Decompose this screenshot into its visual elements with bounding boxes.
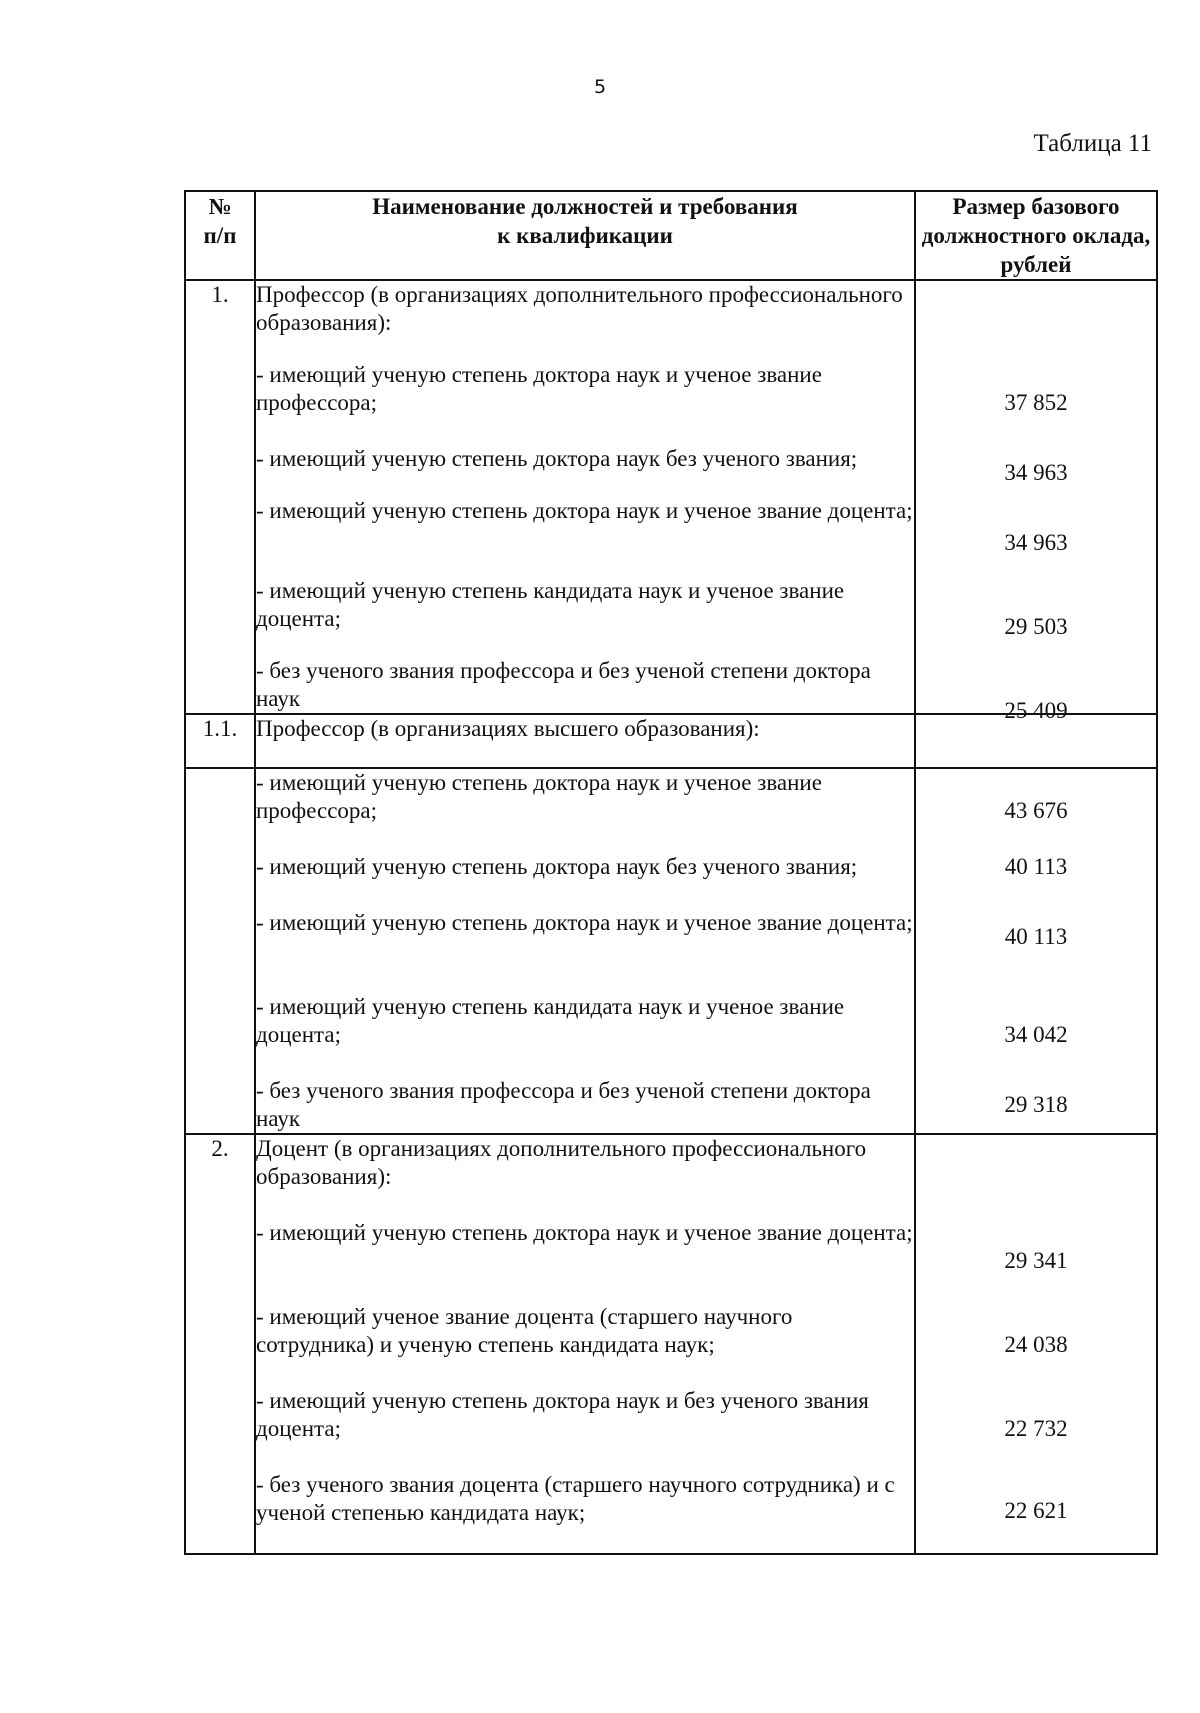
salary-cell bbox=[915, 768, 1157, 1134]
salary-value: 22 621 bbox=[1004, 1498, 1068, 1523]
salary-value: 22 732 bbox=[1004, 1416, 1068, 1441]
requirement-item: - имеющий ученую степень доктора наук и ученое звание доцента; bbox=[256, 910, 913, 935]
requirement-item: - имеющий ученую степень доктора наук и ученое звание доцента; bbox=[256, 1220, 913, 1245]
salary-value: 34 963 bbox=[1004, 530, 1068, 555]
table-row bbox=[185, 1134, 1157, 1554]
requirement-item: - имеющий ученую степень кандидата наук и ученое звание доцента; bbox=[256, 578, 845, 631]
salary-value: 25 409 bbox=[1004, 698, 1068, 723]
position-cell bbox=[255, 1134, 915, 1554]
salary-cell bbox=[915, 280, 1157, 723]
position-title: Доцент (в организациях дополнительного профессионального образования): bbox=[256, 1136, 867, 1189]
row-number: 1.1. bbox=[185, 714, 255, 768]
salary-value: 40 113 bbox=[1004, 924, 1068, 949]
table-row bbox=[185, 280, 1157, 714]
requirement-item: - имеющий ученую степень доктора наук и ученое звание доцента; bbox=[256, 498, 913, 523]
header-num: № п/п bbox=[185, 191, 255, 280]
salary-cell bbox=[915, 1134, 1157, 1554]
salary-value: 29 341 bbox=[1004, 1248, 1068, 1273]
salary-value: 43 676 bbox=[1004, 798, 1068, 823]
row-number: 2. bbox=[185, 1134, 255, 1554]
salary-value: 34 963 bbox=[1004, 460, 1068, 485]
requirement-item: - без ученого звания доцента (старшего научного сотрудника) и с ученой степенью кандидата наук; bbox=[256, 1472, 895, 1525]
position-cell bbox=[255, 280, 915, 714]
table-caption: Таблица 11 bbox=[1033, 130, 1152, 157]
requirement-item: - имеющий ученую степень доктора наук без ученого звания; bbox=[256, 446, 858, 471]
salary-value: 29 318 bbox=[1004, 1092, 1068, 1117]
row-number-empty bbox=[185, 768, 255, 1134]
header-salary: Размер базового должностного оклада, рублей bbox=[915, 191, 1157, 280]
salary-value: 34 042 bbox=[1004, 1022, 1068, 1047]
position-cell bbox=[255, 768, 915, 1134]
salary-value: 40 113 bbox=[1004, 854, 1068, 879]
requirement-item: - имеющий ученую степень доктора наук и ученое звание профессора; bbox=[256, 362, 822, 415]
salary-value: 37 852 bbox=[1004, 390, 1068, 415]
header-name: Наименование должностей и требования к квалификации bbox=[255, 191, 915, 280]
salary-table bbox=[184, 190, 1158, 1555]
requirement-item: - имеющий ученую степень доктора наук и без ученого звания доцента; bbox=[256, 1388, 869, 1441]
salary-value: 29 503 bbox=[1004, 614, 1068, 639]
salary-value: 24 038 bbox=[1004, 1332, 1068, 1357]
position-title: Профессор (в организациях дополнительного профессионального образования): bbox=[256, 282, 903, 335]
position-title: Профессор (в организациях высшего образования): bbox=[255, 714, 915, 768]
page-number: 5 bbox=[593, 76, 607, 98]
row-number: 1. bbox=[185, 280, 255, 714]
requirement-item: - имеющий ученую степень доктора наук без ученого звания; bbox=[256, 854, 858, 879]
requirement-item: - имеющий ученую степень кандидата наук и ученое звание доцента; bbox=[256, 994, 845, 1047]
requirement-item: - без ученого звания профессора и без ученой степени доктора наук bbox=[256, 1078, 871, 1131]
requirement-item: - имеющий ученую степень доктора наук и ученое звание профессора; bbox=[256, 770, 822, 823]
table-header-row bbox=[185, 191, 1157, 280]
requirement-item: - без ученого звания профессора и без ученой степени доктора наук bbox=[256, 658, 871, 711]
table-row bbox=[185, 768, 1157, 1134]
requirement-item: - имеющий ученое звание доцента (старшего научного сотрудника) и ученую степень кандидата наук; bbox=[256, 1304, 793, 1357]
